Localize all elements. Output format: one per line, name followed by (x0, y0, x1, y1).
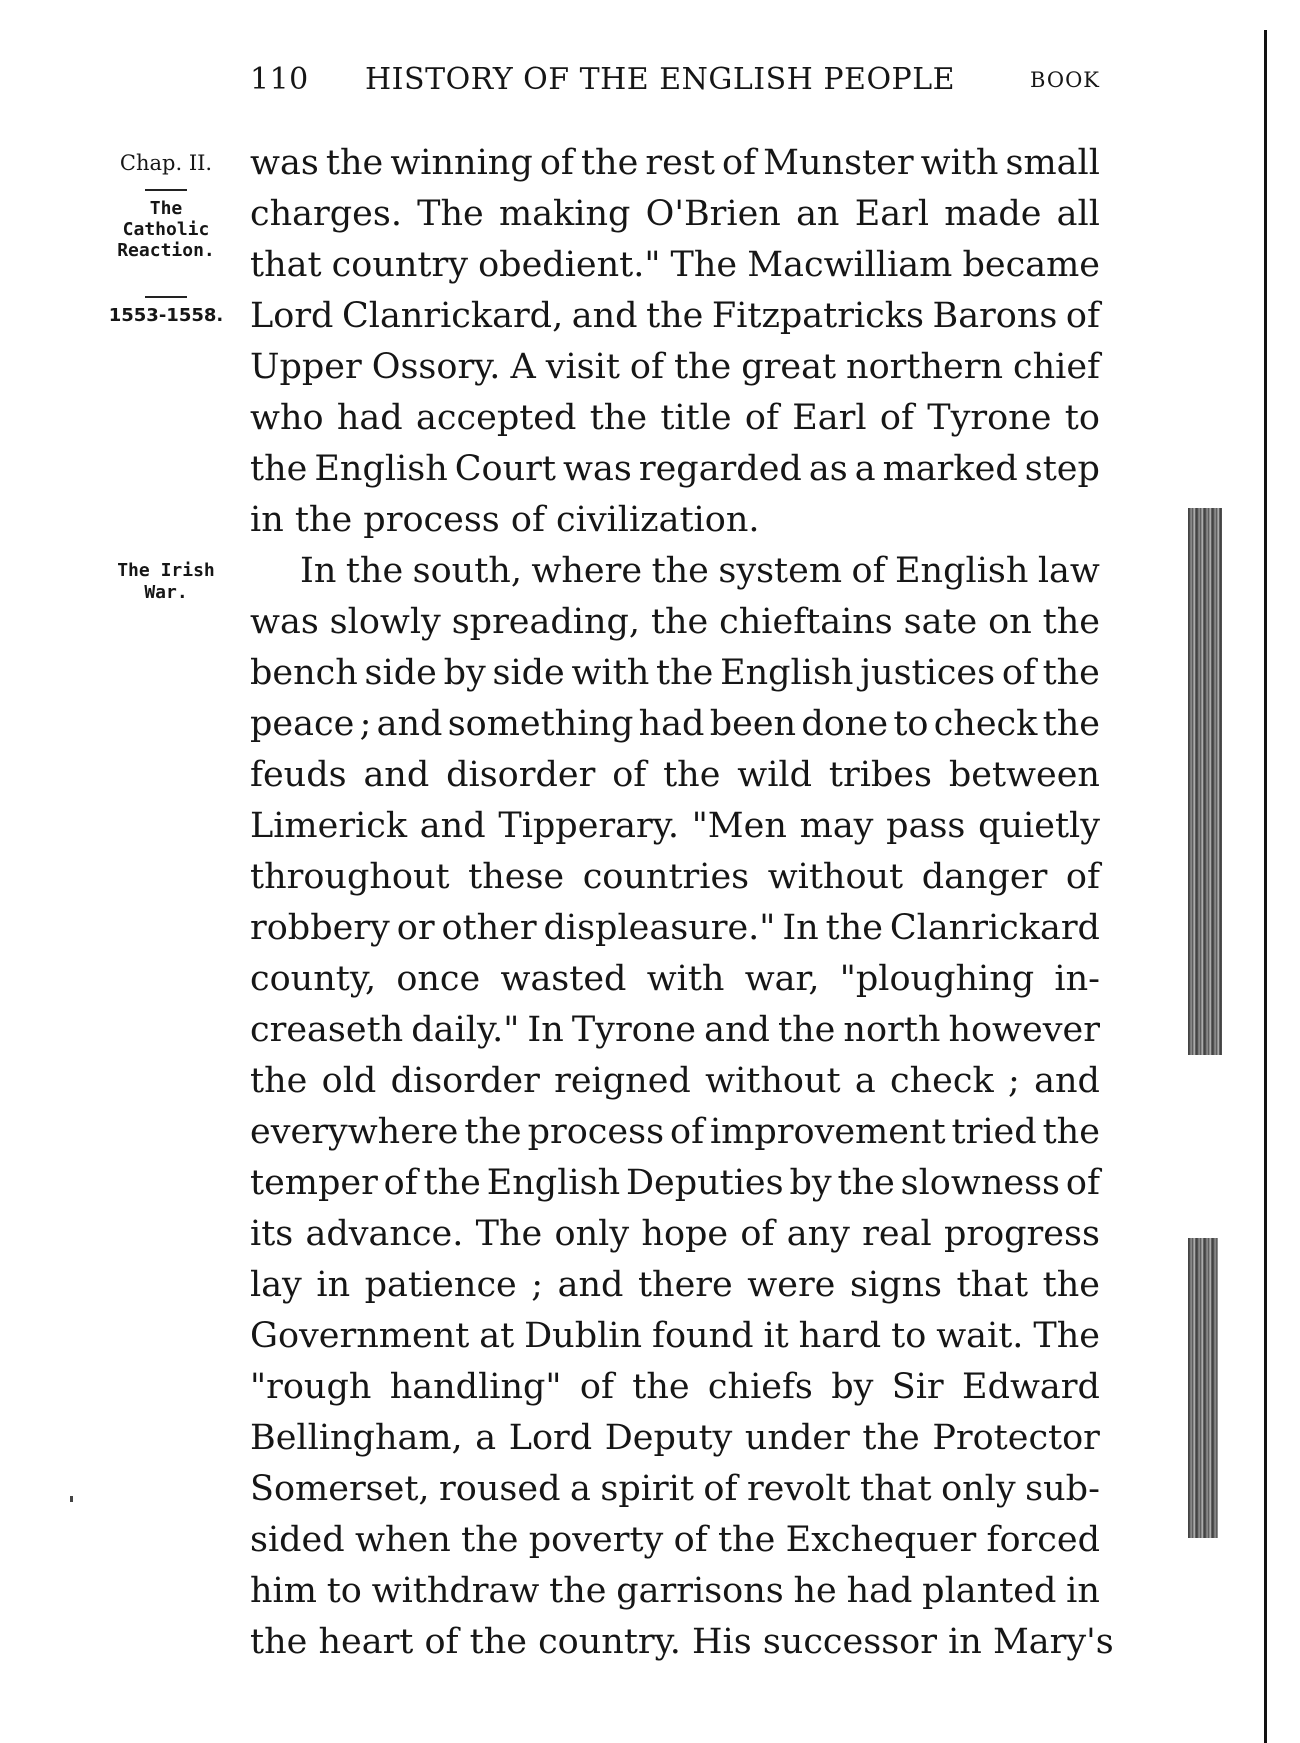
text-line: Lord Clanrickard, and the Fitzpatricks Barons of (250, 296, 1100, 336)
page-number: 110 (250, 62, 309, 97)
text-line: Upper Ossory. A visit of the great northern chief (250, 347, 1100, 387)
book-label: BOOK (1030, 68, 1100, 92)
text-line: county, once wasted with war, "ploughing in- (250, 959, 1100, 999)
text-line: throughout these countries without danger of (250, 857, 1100, 897)
section-note (96, 198, 236, 261)
margin-rule (145, 189, 187, 191)
section-note-line: Reaction. (117, 240, 215, 261)
years-note: 1553-1558. (108, 305, 224, 326)
text-line: him to withdraw the garrisons he had planted in (250, 1571, 1100, 1611)
margin-rule (145, 296, 187, 298)
chapter-note: Chap. II. (119, 151, 213, 175)
text-line: Government at Dublin found it hard to wait. The (250, 1316, 1100, 1356)
text-line: was the winning of the rest of Munster with small (250, 143, 1100, 183)
text-line: creaseth daily." In Tyrone and the north however (250, 1010, 1100, 1050)
text-line: feuds and disorder of the wild tribes between (250, 755, 1100, 795)
running-header (250, 62, 1100, 112)
section-note-line: The (149, 198, 183, 219)
text-line: peace ; and something had been done to check the (250, 704, 1100, 744)
text-line: robbery or other displeasure." In the Clanrickard (250, 908, 1100, 948)
book-title: HISTORY OF THE ENGLISH PEOPLE (365, 62, 956, 97)
text-line: the English Court was regarded as a marked step (250, 449, 1100, 489)
topic-note-line: War. (144, 582, 188, 603)
text-line: bench side by side with the English justices of the (250, 653, 1100, 693)
text-line: in the process of civilization. (250, 500, 760, 540)
text-line: Somerset, roused a spirit of revolt that only sub- (250, 1469, 1100, 1509)
scan-speck (70, 1496, 73, 1502)
text-line: was slowly spreading, the chieftains sate on the (250, 602, 1100, 642)
text-line: the heart of the country. His successor in Mary's (250, 1622, 1114, 1662)
text-line: temper of the English Deputies by the slowness of (250, 1163, 1100, 1203)
scan-smudge (1188, 508, 1222, 1055)
topic-note (96, 560, 236, 604)
page-edge-line (1264, 30, 1267, 1743)
paragraph-1 (250, 138, 1100, 546)
scan-smudge (1188, 1238, 1218, 1538)
body-text (250, 138, 1114, 1668)
text-line: its advance. The only hope of any real progress (250, 1214, 1100, 1254)
text-line: lay in patience ; and there were signs that the (250, 1265, 1100, 1305)
text-line: Bellingham, a Lord Deputy under the Protector (250, 1418, 1100, 1458)
text-line: "rough handling" of the chiefs by Sir Edward (250, 1367, 1100, 1407)
text-line: In the south, where the system of English law (300, 551, 1100, 591)
text-line: who had accepted the title of Earl of Tyrone to (250, 398, 1100, 438)
text-line: charges. The making O'Brien an Earl made all (250, 194, 1100, 234)
text-line: sided when the poverty of the Exchequer forced (250, 1520, 1100, 1560)
text-line: everywhere the process of improvement tried the (250, 1112, 1100, 1152)
text-line: that country obedient." The Macwilliam became (250, 245, 1100, 285)
text-line: Limerick and Tipperary. "Men may pass quietly (250, 806, 1100, 846)
text-line: the old disorder reigned without a check ; and (250, 1061, 1100, 1101)
section-note-line: Catholic (122, 219, 210, 240)
topic-note-line: The Irish (117, 560, 215, 581)
paragraph-2 (250, 546, 1114, 1668)
